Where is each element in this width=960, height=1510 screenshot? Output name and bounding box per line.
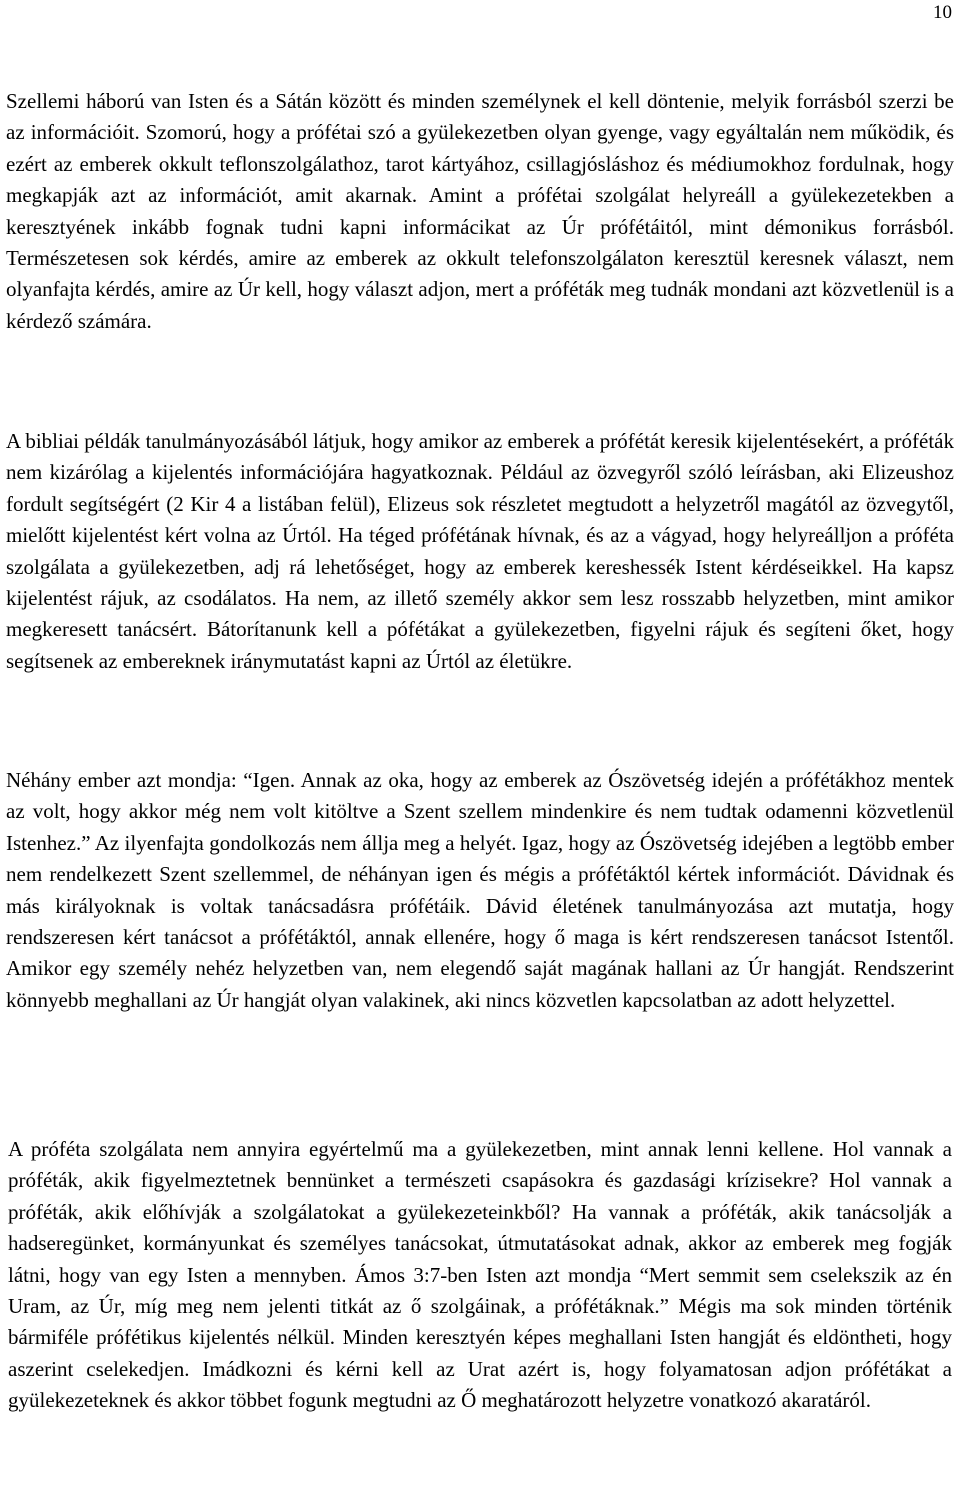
page-number: 10 — [933, 2, 952, 23]
paragraph-prophet-ministry: A próféta szolgálata nem annyira egyértelmű ma a gyülekezetben, mint annak lenni kellene. Hol vannak a próféták, akik figyelmeztetnek bennünket a természeti csapásokra és gazdasági krízisekre? Hol vannak a próféták, akik előhívják a szolgálatokat a gyülekezeteinkből? Ha vannak a próféták, akik tanácsolják a hadseregünket, kormányunkat és személyes tanácsokat, útmutatásokat adnak, akkor az emberek meg fogják látni, hogy van egy Isten a mennyben. Ámos 3:7-ben Isten azt mondja “Mert semmit sem cselekszik az én Uram, az Úr, míg meg nem jelenti titkát az ő szolgáinak, a prófétáknak.” Mégis ma sok minden történik bármiféle prófétikus kijelentés nélkül. Minden keresztyén képes meghallani Isten hangját és eldöntheti, hogy aszerint cselekedjen. Imádkozni és kérni kell az Urat azért is, hogy folyamatosan adjon prófétákat a gyülekezeteknek és akkor többet fogunk megtudni az Ő meghatározott helyzetre vonatkozó akaratáról. — [8, 1137, 952, 1413]
paragraph-old-testament: Néhány ember azt mondja: “Igen. Annak az oka, hogy az emberek az Ószövetség idején a prófétákhoz mentek az volt, hogy akkor még nem volt kitöltve a Szent szellem mindenkire és nem tudtak odamenni közvetlenül Istenhez.” Az ilyenfajta gondolkozás nem állja meg a helyét. Igaz, hogy az Ószövetség idejében a legtöbb ember nem rendelkezett Szent szellemmel, de néhányan igen és mégis a prófétáktól kértek információt. Dávidnak és más királyoknak is voltak tanácsadásra prófétáik. Dávid életének tanulmányozása azt mutatja, hogy rendszeresen kért tanácsot a prófétáktól, annak ellenére, hogy ő maga is kért rendszeresen tanácsot Istentől. Amikor egy személy nehéz helyzetben van, nem elegendő saját magának hallani az Úr hangját. Rendszerint könnyebb meghallani az Úr hangját olyan valakinek, aki nincs közvetlen kapcsolatban az adott helyzettel. — [6, 768, 954, 1012]
paragraph-spiritual-war: Szellemi háború van Isten és a Sátán között és minden személynek el kell döntenie, melyik forrásból szerzi be az információit. Szomorú, hogy a prófétai szó a gyülekezetben olyan gyenge, vagy egyáltalán nem működik, és ezért az emberek okkult teflonszolgálathoz, tarot kártyához, csillagjósláshoz és médiumokhoz fordulnak, hogy megkapják azt az információt, amit akarnak. Amint a prófétai szolgálat helyreáll a gyülekezetekben a keresztyének inkább fognak tudni kapni informácikat az Úr prófétáitól, mint démonikus forrásból. Természetesen sok kérdés, amire az emberek az okkult telefonszolgálaton keresztül keresnek választ, nem olyanfajta kérdés, amire az Úr kell, hogy választ adjon, mert a próféták meg tudnák mondani azt közvetlenül is a kérdező számára. — [6, 89, 954, 333]
paragraph-biblical-examples: A bibliai példák tanulmányozásából látjuk, hogy amikor az emberek a prófétát keresik kijelentésekért, a próféták nem kizárólag a kijelentés információjára hagyatkoznak. Például az özvegyről szóló leírásban, aki Elizeushoz fordult segítségért (2 Kir 4 a listában felül), Elizeus sok részletet megtudott a helyzetről magától az özvegytől, mielőtt kijelentést kért volna az Úrtól. Ha téged prófétának hívnak, és az a vágyad, hogy helyreálljon a próféta szolgálata a gyülekezetben, adj rá lehetőséget, hogy az emberek kereshessék Istent kérdéseikkel. Ha kapsz kijelentést rájuk, az csodálatos. Ha nem, az illető személy akkor sem lesz rosszabb helyzetben, mint amikor megkeresett tanácsért. Bátorítanunk kell a pófétákat a gyülekezetben, figyelni rájuk és segíteni őket, hogy segítsenek az embereknek iránymutatást kapni az Úrtól az életükre. — [6, 429, 954, 673]
